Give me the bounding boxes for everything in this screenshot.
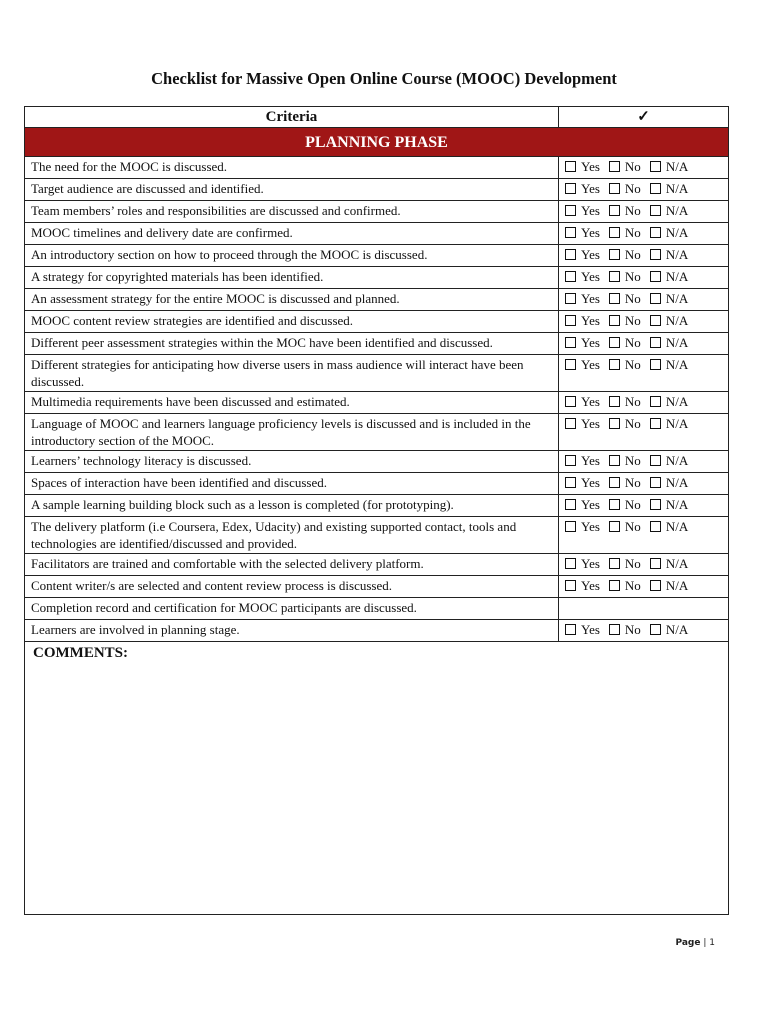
options-cell: [559, 157, 729, 179]
checkbox-icon[interactable]: [650, 521, 661, 532]
option-na[interactable]: [650, 224, 688, 241]
option-label: No: [624, 203, 641, 218]
option-yes[interactable]: [565, 474, 600, 491]
criteria-header: Criteria: [25, 107, 559, 128]
checkbox-icon[interactable]: [609, 624, 620, 635]
options-cell: [559, 414, 729, 451]
checkbox-icon[interactable]: [565, 396, 576, 407]
criteria-cell: Language of MOOC and learners language proficiency levels is discussed and is included in the introductory section of the MOOC.: [25, 414, 559, 451]
criteria-cell: Learners’ technology literacy is discussed.: [25, 451, 559, 473]
table-row: [25, 620, 729, 642]
options-cell: [559, 179, 729, 201]
option-label: N/A: [665, 159, 689, 174]
options-cell: [559, 495, 729, 517]
option-na[interactable]: [650, 518, 688, 535]
checkbox-icon[interactable]: [565, 580, 576, 591]
option-label: N/A: [665, 225, 689, 240]
criteria-cell: MOOC timelines and delivery date are confirmed.: [25, 223, 559, 245]
option-na[interactable]: [650, 555, 688, 572]
option-no[interactable]: [609, 452, 641, 469]
option-label: N/A: [665, 335, 689, 350]
option-label: No: [624, 416, 641, 431]
option-na[interactable]: [650, 180, 688, 197]
checkbox-icon[interactable]: [565, 161, 576, 172]
criteria-cell: Content writer/s are selected and content review process is discussed.: [25, 576, 559, 598]
option-label: Yes: [581, 475, 600, 490]
checkbox-icon[interactable]: [609, 161, 620, 172]
option-label: No: [624, 269, 641, 284]
option-na[interactable]: [650, 474, 688, 491]
table-row: [25, 333, 729, 355]
option-yes[interactable]: [565, 621, 600, 638]
option-label: No: [624, 622, 641, 637]
option-no[interactable]: [609, 518, 641, 535]
checkbox-icon[interactable]: [609, 337, 620, 348]
criteria-cell: Target audience are discussed and identified.: [25, 179, 559, 201]
option-label: No: [624, 225, 641, 240]
option-label: No: [624, 475, 641, 490]
table-row: [25, 157, 729, 179]
option-no[interactable]: [609, 312, 641, 329]
criteria-cell: Team members’ roles and responsibilities are discussed and confirmed.: [25, 201, 559, 223]
checkbox-icon[interactable]: [609, 227, 620, 238]
option-label: No: [624, 357, 641, 372]
options-cell: [559, 311, 729, 333]
options-cell: [559, 620, 729, 642]
options-cell: [559, 473, 729, 495]
option-yes[interactable]: [565, 158, 600, 175]
criteria-cell: The need for the MOOC is discussed.: [25, 157, 559, 179]
criteria-cell: An assessment strategy for the entire MOOC is discussed and planned.: [25, 289, 559, 311]
option-no[interactable]: [609, 415, 641, 432]
checkbox-icon[interactable]: [565, 227, 576, 238]
option-yes[interactable]: [565, 452, 600, 469]
option-label: N/A: [665, 357, 689, 372]
option-na[interactable]: [650, 290, 688, 307]
checkbox-icon[interactable]: [565, 337, 576, 348]
criteria-cell: Completion record and certification for MOOC participants are discussed.: [25, 598, 559, 620]
option-na[interactable]: [650, 356, 688, 373]
checkbox-icon[interactable]: [609, 396, 620, 407]
phase-title: PLANNING PHASE: [25, 128, 729, 157]
options-cell: [559, 223, 729, 245]
option-label: Yes: [581, 269, 600, 284]
checkbox-icon[interactable]: [609, 455, 620, 466]
checkbox-icon[interactable]: [609, 558, 620, 569]
checkbox-icon[interactable]: [609, 315, 620, 326]
option-label: Yes: [581, 394, 600, 409]
option-no[interactable]: [609, 356, 641, 373]
table-row: [25, 414, 729, 451]
option-label: Yes: [581, 225, 600, 240]
checkbox-icon[interactable]: [565, 293, 576, 304]
table-row: [25, 517, 729, 554]
criteria-cell: A sample learning building block such as a lesson is completed (for prototyping).: [25, 495, 559, 517]
option-label: Yes: [581, 357, 600, 372]
option-no[interactable]: [609, 268, 641, 285]
options-cell: [559, 392, 729, 414]
option-label: Yes: [581, 203, 600, 218]
option-label: N/A: [665, 578, 689, 593]
checkbox-icon[interactable]: [609, 271, 620, 282]
option-no[interactable]: [609, 246, 641, 263]
options-cell: [559, 598, 729, 620]
checkbox-icon[interactable]: [650, 271, 661, 282]
checkbox-icon[interactable]: [565, 315, 576, 326]
checkbox-icon[interactable]: [650, 396, 661, 407]
option-label: Yes: [581, 497, 600, 512]
option-na[interactable]: [650, 577, 688, 594]
checkbox-icon[interactable]: [565, 183, 576, 194]
option-label: N/A: [665, 475, 689, 490]
checkbox-icon[interactable]: [609, 418, 620, 429]
option-no[interactable]: [609, 290, 641, 307]
checkbox-icon[interactable]: [609, 521, 620, 532]
option-label: No: [624, 519, 641, 534]
option-na[interactable]: [650, 393, 688, 410]
options-cell: [559, 517, 729, 554]
option-label: No: [624, 313, 641, 328]
option-yes[interactable]: [565, 268, 600, 285]
options-cell: [559, 451, 729, 473]
option-label: No: [624, 181, 641, 196]
table-row: [25, 495, 729, 517]
criteria-cell: Multimedia requirements have been discussed and estimated.: [25, 392, 559, 414]
table-row: [25, 576, 729, 598]
checkbox-icon[interactable]: [650, 418, 661, 429]
option-no[interactable]: [609, 334, 641, 351]
checkbox-icon[interactable]: [650, 580, 661, 591]
checkbox-icon[interactable]: [650, 624, 661, 635]
criteria-cell: Learners are involved in planning stage.: [25, 620, 559, 642]
checkbox-icon[interactable]: [650, 455, 661, 466]
option-yes[interactable]: [565, 356, 600, 373]
option-na[interactable]: [650, 158, 688, 175]
option-label: N/A: [665, 181, 689, 196]
option-label: N/A: [665, 247, 689, 262]
criteria-cell: The delivery platform (i.e Coursera, Edex, Udacity) and existing supported contact, tools and technologies are identified/discussed and provided.: [25, 517, 559, 554]
options-cell: [559, 554, 729, 576]
checkbox-icon[interactable]: [650, 293, 661, 304]
options-cell: [559, 355, 729, 392]
page-footer: [675, 938, 715, 948]
option-no[interactable]: [609, 555, 641, 572]
option-label: No: [624, 453, 641, 468]
option-label: No: [624, 556, 641, 571]
checkbox-icon[interactable]: [609, 293, 620, 304]
option-label: No: [624, 394, 641, 409]
checkbox-icon[interactable]: [609, 580, 620, 591]
option-label: No: [624, 159, 641, 174]
page-label: Page: [675, 938, 701, 948]
option-yes[interactable]: [565, 577, 600, 594]
table-row: [25, 267, 729, 289]
option-na[interactable]: [650, 334, 688, 351]
option-na[interactable]: [650, 496, 688, 513]
options-cell: [559, 289, 729, 311]
page-number: 1: [709, 938, 715, 948]
criteria-cell: A strategy for copyrighted materials has been identified.: [25, 267, 559, 289]
comments-row[interactable]: [25, 642, 729, 915]
checkbox-icon[interactable]: [650, 359, 661, 370]
option-na[interactable]: [650, 268, 688, 285]
option-label: No: [624, 497, 641, 512]
option-label: Yes: [581, 622, 600, 637]
option-label: Yes: [581, 291, 600, 306]
option-label: Yes: [581, 181, 600, 196]
checkbox-icon[interactable]: [565, 477, 576, 488]
option-no[interactable]: [609, 224, 641, 241]
option-na[interactable]: [650, 312, 688, 329]
checkbox-icon[interactable]: [609, 477, 620, 488]
checkbox-icon[interactable]: [565, 359, 576, 370]
option-yes[interactable]: [565, 334, 600, 351]
checkbox-icon[interactable]: [565, 499, 576, 510]
header-row: [25, 107, 729, 128]
options-cell: [559, 201, 729, 223]
comments-area[interactable]: [25, 642, 729, 915]
option-label: No: [624, 578, 641, 593]
checkbox-icon[interactable]: [565, 455, 576, 466]
criteria-cell: Spaces of interaction have been identified and discussed.: [25, 473, 559, 495]
checkbox-icon[interactable]: [650, 249, 661, 260]
checkbox-icon[interactable]: [609, 183, 620, 194]
checklist-table: [24, 106, 729, 915]
option-na[interactable]: [650, 202, 688, 219]
options-cell: [559, 333, 729, 355]
option-label: Yes: [581, 556, 600, 571]
option-no[interactable]: [609, 496, 641, 513]
option-no[interactable]: [609, 621, 641, 638]
option-yes[interactable]: [565, 312, 600, 329]
option-label: Yes: [581, 578, 600, 593]
criteria-cell: MOOC content review strategies are identified and discussed.: [25, 311, 559, 333]
comments-label: COMMENTS:: [33, 645, 128, 661]
criteria-cell: Facilitators are trained and comfortable with the selected delivery platform.: [25, 554, 559, 576]
option-label: Yes: [581, 247, 600, 262]
option-label: N/A: [665, 622, 689, 637]
checkbox-icon[interactable]: [609, 499, 620, 510]
options-cell: [559, 267, 729, 289]
checkbox-icon[interactable]: [650, 558, 661, 569]
option-no[interactable]: [609, 158, 641, 175]
option-yes[interactable]: [565, 224, 600, 241]
option-label: N/A: [665, 519, 689, 534]
checkbox-icon[interactable]: [565, 271, 576, 282]
option-no[interactable]: [609, 202, 641, 219]
option-yes[interactable]: [565, 518, 600, 535]
option-na[interactable]: [650, 452, 688, 469]
table-row: [25, 473, 729, 495]
option-na[interactable]: [650, 246, 688, 263]
option-yes[interactable]: [565, 555, 600, 572]
checkbox-icon[interactable]: [565, 249, 576, 260]
option-label: N/A: [665, 497, 689, 512]
option-yes[interactable]: [565, 246, 600, 263]
table-row: [25, 201, 729, 223]
table-row: [25, 392, 729, 414]
checkbox-icon[interactable]: [565, 624, 576, 635]
checkbox-icon[interactable]: [609, 205, 620, 216]
option-label: No: [624, 247, 641, 262]
table-row: [25, 223, 729, 245]
checkbox-icon[interactable]: [609, 359, 620, 370]
option-no[interactable]: [609, 577, 641, 594]
option-yes[interactable]: [565, 496, 600, 513]
option-label: Yes: [581, 335, 600, 350]
option-label: Yes: [581, 519, 600, 534]
checkbox-icon[interactable]: [565, 558, 576, 569]
table-row: [25, 179, 729, 201]
option-yes[interactable]: [565, 290, 600, 307]
option-label: N/A: [665, 416, 689, 431]
option-no[interactable]: [609, 474, 641, 491]
checkbox-icon[interactable]: [565, 205, 576, 216]
checkbox-icon[interactable]: [650, 477, 661, 488]
option-label: Yes: [581, 416, 600, 431]
checkbox-icon[interactable]: [565, 521, 576, 532]
option-na[interactable]: [650, 621, 688, 638]
criteria-cell: An introductory section on how to proceed through the MOOC is discussed.: [25, 245, 559, 267]
options-cell: [559, 576, 729, 598]
checkbox-icon[interactable]: [650, 337, 661, 348]
table-row: [25, 289, 729, 311]
check-header: ✓: [559, 107, 729, 128]
option-yes[interactable]: [565, 393, 600, 410]
option-label: No: [624, 291, 641, 306]
option-label: N/A: [665, 556, 689, 571]
document-title: Checklist for Massive Open Online Course (MOOC) Development: [151, 69, 617, 88]
table-row: [25, 245, 729, 267]
phase-row: [25, 128, 729, 157]
option-label: Yes: [581, 453, 600, 468]
option-label: Yes: [581, 159, 600, 174]
option-yes[interactable]: [565, 180, 600, 197]
option-yes[interactable]: [565, 415, 600, 432]
option-label: Yes: [581, 313, 600, 328]
criteria-cell: Different strategies for anticipating how diverse users in mass audience will interact have been discussed.: [25, 355, 559, 392]
checkbox-icon[interactable]: [565, 418, 576, 429]
table-row: [25, 554, 729, 576]
option-label: N/A: [665, 291, 689, 306]
options-cell: [559, 245, 729, 267]
checkbox-icon[interactable]: [650, 499, 661, 510]
option-na[interactable]: [650, 415, 688, 432]
checkbox-icon[interactable]: [650, 183, 661, 194]
checkbox-icon[interactable]: [650, 227, 661, 238]
page-separator: |: [703, 938, 707, 948]
option-label: N/A: [665, 453, 689, 468]
criteria-cell: Different peer assessment strategies within the MOC have been identified and discussed.: [25, 333, 559, 355]
checkbox-icon[interactable]: [650, 205, 661, 216]
checkbox-icon[interactable]: [609, 249, 620, 260]
option-label: N/A: [665, 269, 689, 284]
option-label: N/A: [665, 313, 689, 328]
table-row: [25, 598, 729, 620]
option-no[interactable]: [609, 393, 641, 410]
option-no[interactable]: [609, 180, 641, 197]
option-label: N/A: [665, 394, 689, 409]
option-label: N/A: [665, 203, 689, 218]
table-row: [25, 355, 729, 392]
table-row: [25, 311, 729, 333]
option-yes[interactable]: [565, 202, 600, 219]
checkbox-icon[interactable]: [650, 161, 661, 172]
checkbox-icon[interactable]: [650, 315, 661, 326]
option-label: No: [624, 335, 641, 350]
table-row: [25, 451, 729, 473]
